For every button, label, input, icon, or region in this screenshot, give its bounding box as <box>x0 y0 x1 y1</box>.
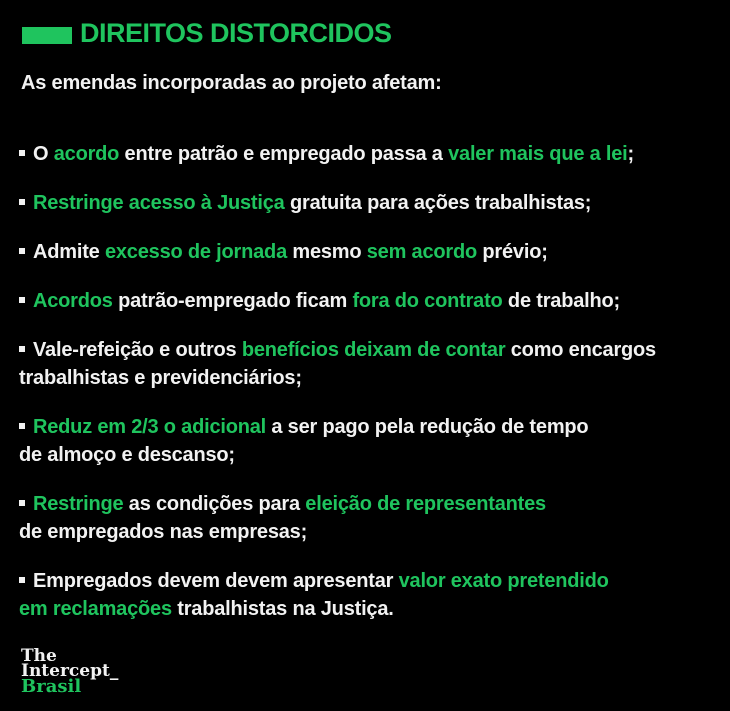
bullet-text-segment: excesso de jornada <box>104 241 287 263</box>
bullet-text-segment: trabalhistas na Justiça. <box>171 598 394 620</box>
bullet-marker-icon <box>19 500 25 506</box>
bullet-text-segment: mesmo <box>287 241 367 263</box>
intro-text: As emendas incorporadas ao projeto afetam: <box>21 72 442 94</box>
bullet-text-segment: prévio; <box>477 241 548 263</box>
list-item <box>19 140 713 168</box>
bullet-marker-icon <box>19 248 25 254</box>
bullet-text-segment: as condições para <box>123 493 306 515</box>
list-item <box>19 490 713 546</box>
bullet-text-segment: trabalhistas e previdenciários; <box>19 367 302 389</box>
bullet-text-segment: entre patrão e empregado passa a <box>119 143 449 165</box>
logo-line-brasil: Brasil <box>21 676 82 697</box>
bullet-text-segment: gratuita para ações trabalhistas; <box>284 192 592 214</box>
title-accent-bar <box>22 27 72 44</box>
bullet-text-segment: benefícios deixam de contar <box>241 339 506 361</box>
bullet-text-segment: ; <box>627 143 635 165</box>
bullet-marker-icon <box>19 577 25 583</box>
bullet-text-segment: eleição de representantes <box>305 493 546 515</box>
bullet-list <box>19 140 713 644</box>
bullet-marker-icon <box>19 346 25 352</box>
bullet-text-segment: acordo <box>53 143 120 165</box>
bullet-text-segment: patrão-empregado ficam <box>112 290 353 312</box>
logo-line-intercept: Intercept_ <box>21 661 119 681</box>
bullet-text-segment: sem acordo <box>366 241 478 263</box>
bullet-marker-icon <box>19 150 25 156</box>
logo-line-the: The <box>21 646 57 666</box>
list-item <box>19 413 713 469</box>
bullet-text-segment: Reduz em 2/3 o adicional <box>33 416 267 438</box>
list-item <box>19 287 713 315</box>
list-item <box>19 336 713 392</box>
header <box>22 20 392 47</box>
bullet-text-segment: Restringe acesso à Justiça <box>33 192 285 214</box>
page-title: DIREITOS DISTORCIDOS <box>80 18 392 48</box>
bullet-text-segment: como encargos <box>505 339 656 361</box>
list-item <box>19 567 713 623</box>
bullet-text-segment: valer mais que a lei <box>448 143 628 165</box>
bullet-text-segment: Vale-refeição e outros <box>33 339 242 361</box>
bullet-text-segment: de trabalho; <box>502 290 620 312</box>
list-item <box>19 238 713 266</box>
intercept-brasil-logo <box>21 646 119 697</box>
bullet-text-segment: Admite <box>33 241 105 263</box>
bullet-text-segment: a ser pago pela redução de tempo <box>266 416 589 438</box>
bullet-text-segment: Empregados devem devem apresentar <box>33 570 399 592</box>
bullet-text-segment: de empregados nas empresas; <box>19 521 308 543</box>
bullet-text-segment: Acordos <box>33 290 113 312</box>
bullet-marker-icon <box>19 423 25 429</box>
bullet-text-segment: em reclamações <box>19 598 172 620</box>
bullet-text-segment: O <box>33 143 54 165</box>
bullet-marker-icon <box>19 199 25 205</box>
bullet-text-segment: de almoço e descanso; <box>19 444 235 466</box>
bullet-text-segment: fora do contrato <box>352 290 503 312</box>
bullet-text-segment: valor exato pretendido <box>398 570 609 592</box>
bullet-text-segment: Restringe <box>33 493 124 515</box>
bullet-marker-icon <box>19 297 25 303</box>
list-item <box>19 189 713 217</box>
